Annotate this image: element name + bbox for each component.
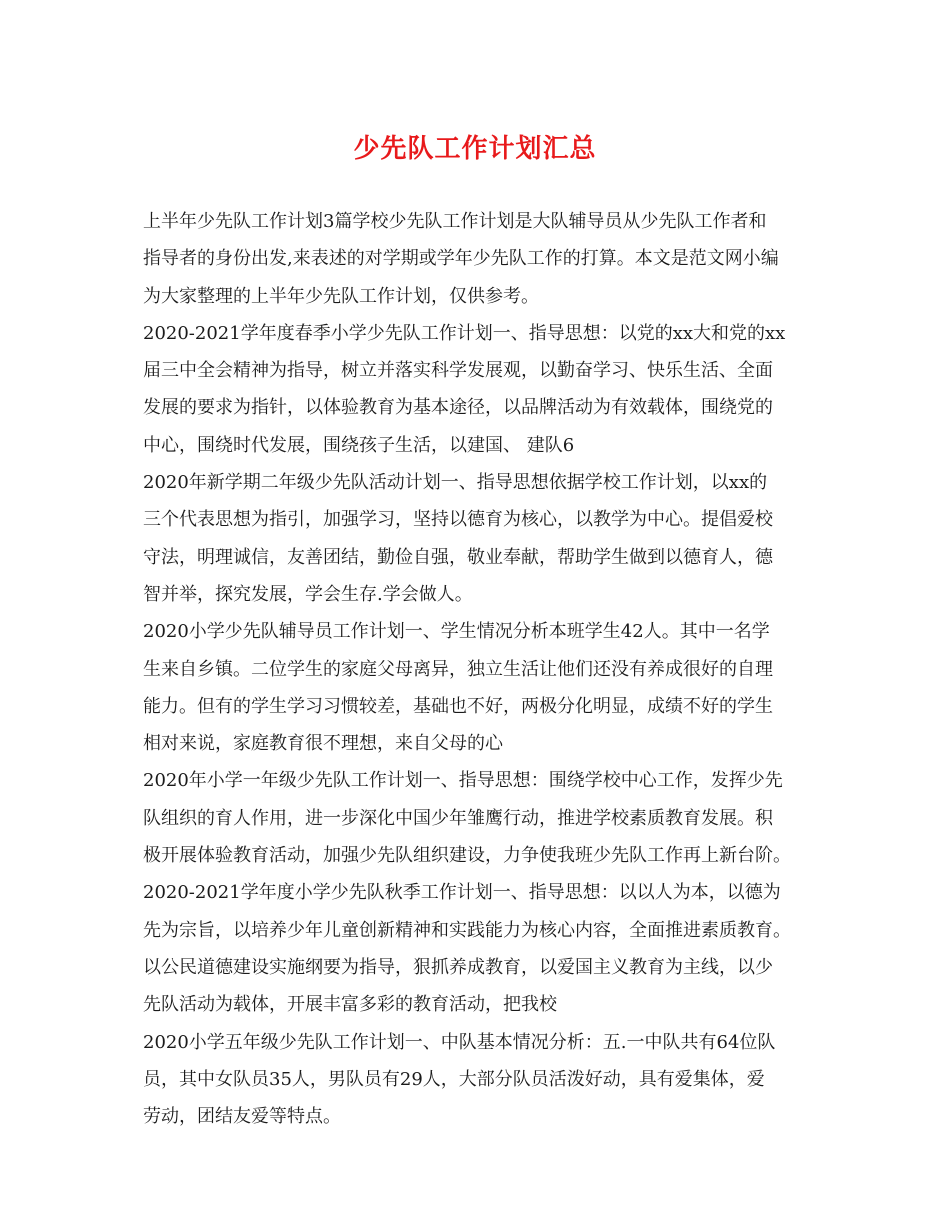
text-line: 队组织的育人作用，进一步深化中国少年雏鹰行动，推进学校素质教育发展。积 — [143, 807, 773, 829]
text-line: 2020-2021学年度春季小学少先队工作计划一、指导思想：以党的xx大和党的xx — [143, 322, 786, 344]
text-line: 极开展体验教育活动，加强少先队组织建设，力争使我班少先队工作再上新台阶。 — [143, 845, 791, 867]
document-body — [143, 203, 815, 1135]
text-line: 届三中全会精神为指导，树立并落实科学发展观，以勤奋学习、快乐生活、全面 — [143, 360, 773, 382]
text-line: 能力。但有的学生学习习惯较差，基础也不好，两极分化明显，成绩不好的学生 — [143, 695, 773, 717]
text-line: 员，其中女队员35人，男队员有29人，大部分队员活泼好动，具有爱集体，爱 — [143, 1068, 765, 1090]
text-line: 先为宗旨，以培养少年儿童创新精神和实践能力为核心内容，全面推进素质教育。 — [143, 919, 791, 941]
text-line: 发展的要求为指针，以体验教育为基本途径，以品牌活动为有效载体，围绕党的 — [143, 397, 773, 419]
text-line: 2020小学少先队辅导员工作计划一、学生情况分析本班学生42人。其中一名学 — [143, 621, 770, 643]
text-line: 2020年小学一年级少先队工作计划一、指导思想：围绕学校中心工作，发挥少先 — [143, 770, 783, 792]
text-line: 守法，明理诚信，友善团结，勤俭自强，敬业奉献，帮助学生做到以德育人，德 — [143, 546, 773, 568]
text-line: 中心，围绕时代发展，围绕孩子生活，以建国、 建队6 — [143, 434, 575, 456]
text-line: 生来自乡镇。二位学生的家庭父母离异，独立生活让他们还没有养成很好的自理 — [143, 658, 773, 680]
text-line: 劳动，团结友爱等特点。 — [143, 1106, 341, 1128]
text-line: 三个代表思想为指引，加强学习，坚持以德育为核心，以教学为中心。提倡爱校 — [143, 509, 773, 531]
text-line: 智并举，探究发展，学会生存.学会做人。 — [143, 583, 473, 605]
text-line: 2020年新学期二年级少先队活动计划一、指导思想依据学校工作计划，以xx的 — [143, 472, 768, 494]
page-title: 少先队工作计划汇总 — [353, 134, 597, 164]
text-line: 2020-2021学年度小学少先队秋季工作计划一、指导思想：以以人为本，以德为 — [143, 882, 781, 904]
text-line: 相对来说，家庭教育很不理想，来自父母的心 — [143, 733, 503, 755]
text-line: 上半年少先队工作计划3篇学校少先队工作计划是大队辅导员从少先队工作者和 — [143, 211, 767, 232]
text-line: 指导者的身份出发,来表述的对学期或学年少先队工作的打算。本文是范文网小编 — [143, 248, 779, 270]
text-line: 2020小学五年级少先队工作计划一、中队基本情况分析：五.一中队共有64位队 — [143, 1031, 776, 1053]
text-line: 先队活动为载体，开展丰富多彩的教育活动，把我校 — [143, 994, 557, 1016]
text-line: 以公民道德建设实施纲要为指导，狠抓养成教育，以爱国主义教育为主线，以少 — [143, 956, 773, 978]
text-line: 为大家整理的上半年少先队工作计划，仅供参考。 — [143, 285, 539, 307]
